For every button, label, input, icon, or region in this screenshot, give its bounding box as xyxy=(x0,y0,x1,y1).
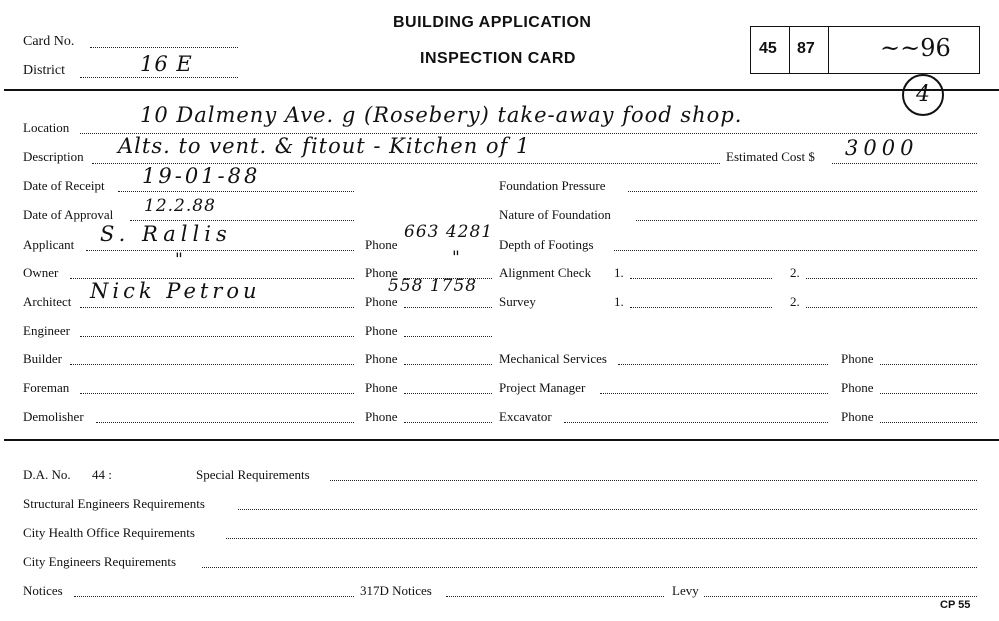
project-manager-phone-label: Phone xyxy=(841,380,874,395)
owner-value: " xyxy=(175,250,184,270)
city-health-field[interactable] xyxy=(226,538,977,539)
survey-field-2[interactable] xyxy=(806,307,977,308)
notices-field[interactable] xyxy=(74,596,354,597)
district-field[interactable] xyxy=(80,77,238,78)
middle-rule xyxy=(4,439,999,441)
alignment-check-field-2[interactable] xyxy=(806,278,977,279)
header-rule xyxy=(4,89,999,91)
ref-divider-2 xyxy=(828,27,829,73)
excavator-phone-label: Phone xyxy=(841,409,874,424)
city-health-label: City Health Office Requirements xyxy=(23,525,195,540)
da-no-value: 44 : xyxy=(92,467,112,482)
foreman-phone-field[interactable] xyxy=(404,393,492,394)
title-line-1: BUILDING APPLICATION xyxy=(393,14,592,31)
demolisher-phone-label: Phone xyxy=(365,409,398,424)
circled-mark: 4 xyxy=(902,74,944,116)
date-of-receipt-field[interactable] xyxy=(118,191,354,192)
architect-phone-value: 558 1758 xyxy=(388,276,478,296)
owner-phone-value: " xyxy=(452,248,461,268)
survey-label: Survey xyxy=(499,294,536,309)
builder-phone-field[interactable] xyxy=(404,364,492,365)
demolisher-phone-field[interactable] xyxy=(404,422,492,423)
city-engineers-field[interactable] xyxy=(202,567,977,568)
engineer-label: Engineer xyxy=(23,323,70,338)
architect-phone-field[interactable] xyxy=(404,307,492,308)
project-manager-label: Project Manager xyxy=(499,380,586,395)
card-no-field[interactable] xyxy=(90,47,238,48)
engineer-phone-label: Phone xyxy=(365,323,398,338)
card-no-label: Card No. xyxy=(23,34,75,49)
estimated-cost-label: Estimated Cost $ xyxy=(726,149,815,164)
structural-engineers-label: Structural Engineers Requirements xyxy=(23,496,205,511)
foundation-pressure-label: Foundation Pressure xyxy=(499,178,606,193)
applicant-phone-value: 663 4281 xyxy=(404,222,494,242)
architect-label: Architect xyxy=(23,294,72,309)
notices-317d-label: 317D Notices xyxy=(360,583,432,598)
nature-of-foundation-label: Nature of Foundation xyxy=(499,207,611,222)
demolisher-field[interactable] xyxy=(96,422,354,423)
nature-of-foundation-field[interactable] xyxy=(636,220,977,221)
ref-year-prefix: 45 xyxy=(759,40,777,57)
location-label: Location xyxy=(23,120,70,135)
survey-num-2: 2. xyxy=(790,294,800,309)
project-manager-field[interactable] xyxy=(600,393,828,394)
mechanical-services-field[interactable] xyxy=(618,364,828,365)
applicant-field[interactable] xyxy=(86,250,354,251)
mechanical-services-phone-field[interactable] xyxy=(880,364,977,365)
estimated-cost-field[interactable] xyxy=(832,163,977,164)
owner-label: Owner xyxy=(23,265,59,280)
depth-of-footings-label: Depth of Footings xyxy=(499,237,594,252)
date-of-receipt-value: 19-01-88 xyxy=(142,164,261,188)
levy-field[interactable] xyxy=(704,596,977,597)
ref-year: 87 xyxy=(797,40,815,57)
foundation-pressure-field[interactable] xyxy=(628,191,977,192)
alignment-check-num-2: 2. xyxy=(790,265,800,280)
description-value: Alts. to vent. & fitout - Kitchen of 1 xyxy=(118,134,531,158)
mechanical-services-label: Mechanical Services xyxy=(499,351,607,366)
applicant-value: S. Rallis xyxy=(100,222,232,246)
date-of-approval-value: 12.2.88 xyxy=(144,196,216,216)
notices-317d-field[interactable] xyxy=(446,596,664,597)
project-manager-phone-field[interactable] xyxy=(880,393,977,394)
applicant-label: Applicant xyxy=(23,237,75,252)
date-of-receipt-label: Date of Receipt xyxy=(23,178,105,193)
ref-divider-1 xyxy=(789,27,790,73)
foreman-phone-label: Phone xyxy=(365,380,398,395)
applicant-phone-label: Phone xyxy=(365,237,398,252)
architect-field[interactable] xyxy=(80,307,354,308)
estimated-cost-value: 3000 xyxy=(845,136,919,160)
location-value: 10 Dalmeny Ave. g (Rosebery) take-away food shop. xyxy=(140,103,743,127)
foreman-label: Foreman xyxy=(23,380,70,395)
levy-label: Levy xyxy=(672,583,699,598)
da-no-label: D.A. No. xyxy=(23,467,71,482)
district-label: District xyxy=(23,63,65,78)
excavator-phone-field[interactable] xyxy=(880,422,977,423)
excavator-label: Excavator xyxy=(499,409,552,424)
engineer-field[interactable] xyxy=(80,336,354,337)
special-requirements-field[interactable] xyxy=(330,480,977,481)
builder-phone-label: Phone xyxy=(365,351,398,366)
date-of-approval-label: Date of Approval xyxy=(23,207,114,222)
survey-field-1[interactable] xyxy=(630,307,772,308)
foreman-field[interactable] xyxy=(80,393,354,394)
special-requirements-label: Special Requirements xyxy=(196,467,310,482)
city-engineers-label: City Engineers Requirements xyxy=(23,554,177,569)
ref-number: ~~96 xyxy=(880,34,951,62)
date-of-approval-field[interactable] xyxy=(130,220,354,221)
structural-engineers-field[interactable] xyxy=(238,509,977,510)
description-label: Description xyxy=(23,149,84,164)
district-value: 16 E xyxy=(140,52,193,76)
engineer-phone-field[interactable] xyxy=(404,336,492,337)
architect-value: Nick Petrou xyxy=(90,279,261,303)
alignment-check-field-1[interactable] xyxy=(630,278,772,279)
alignment-check-num-1: 1. xyxy=(614,265,624,280)
demolisher-label: Demolisher xyxy=(23,409,84,424)
architect-phone-label: Phone xyxy=(365,294,398,309)
builder-label: Builder xyxy=(23,351,62,366)
builder-field[interactable] xyxy=(70,364,354,365)
depth-of-footings-field[interactable] xyxy=(614,250,977,251)
owner-phone-label: Phone xyxy=(365,265,398,280)
alignment-check-label: Alignment Check xyxy=(499,265,592,280)
excavator-field[interactable] xyxy=(564,422,828,423)
mechanical-services-phone-label: Phone xyxy=(841,351,874,366)
title-line-2: INSPECTION CARD xyxy=(420,50,576,67)
form-code: CP 55 xyxy=(940,599,971,611)
survey-num-1: 1. xyxy=(614,294,624,309)
notices-label: Notices xyxy=(23,583,63,598)
